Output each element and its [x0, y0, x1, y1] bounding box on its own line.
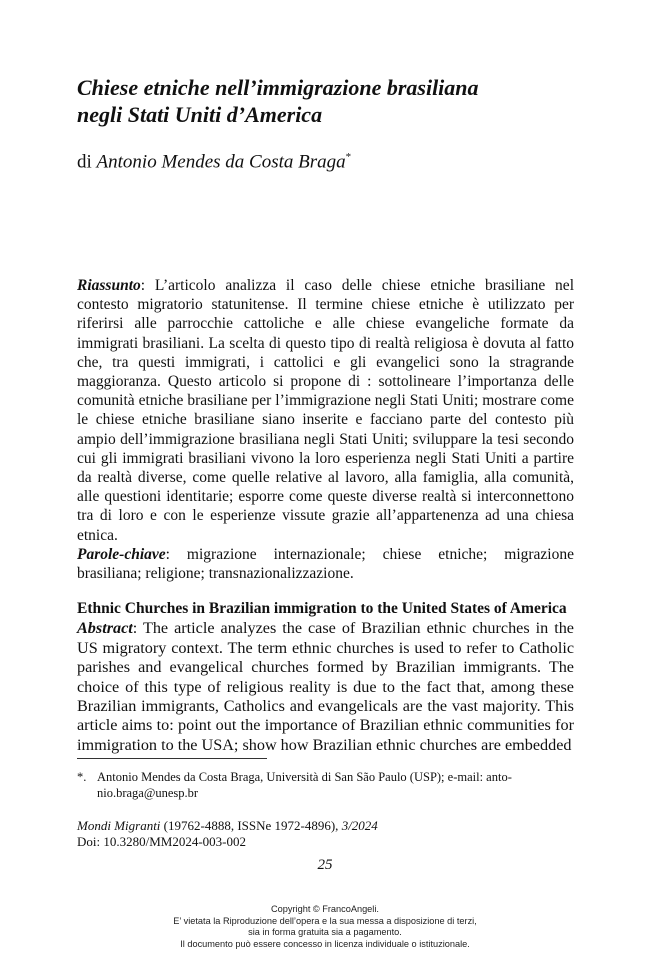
abstract-en-text: : The article analyzes the case of Brazilian ethnic churches in the US migratory context. The term ethnic churches is used to refer to Catholic parishes and evangelical churches formed by Brazilian immigrants. The choice of this type of religious reality is due to the fact that, among these Brazilian immigrants, Catholics and evangelicals are the vast majority. This article aims to: point out the importance of Brazilian ethnic communities for immigration to the USA; show how Brazilian ethnic churches are embedded: [77, 619, 574, 754]
abstract-italian: [77, 276, 574, 583]
page-number: 25: [317, 857, 333, 873]
copyright-line-1: Copyright © FrancoAngeli.: [271, 904, 379, 914]
author-prefix: di: [77, 151, 97, 173]
keywords-text: : migrazione internazionale; chiese etniche; migrazione brasiliana; religione; transnazionalizzazione.: [77, 545, 574, 583]
copyright-line-4: Il documento può essere concesso in licenza individuale o istituzionale.: [180, 938, 470, 949]
copyright-notice: [0, 904, 650, 950]
english-title: Ethnic Churches in Brazilian immigration to the United States of America: [77, 600, 567, 617]
article-title: [77, 74, 577, 128]
author-footnote-marker[interactable]: *: [345, 151, 352, 163]
journal-issn: (19762-4888, ISSNe 1972-4896),: [160, 818, 342, 833]
journal-doi[interactable]: Doi: 10.3280/MM2024-003-002: [77, 834, 246, 849]
footnote-marker: *.: [77, 770, 87, 784]
footnote-line-1: Antonio Mendes da Costa Braga, Università di San São Paulo (USP); e-mail: anto-: [97, 770, 512, 784]
footnote: [77, 769, 574, 801]
footnote-divider: [77, 758, 267, 759]
journal-info: [77, 818, 378, 850]
keywords-label: Parole-chiave: [77, 545, 166, 563]
journal-name: Mondi Migranti: [77, 818, 161, 833]
author-line: [77, 146, 351, 173]
abstract-en-label: Abstract: [77, 619, 133, 638]
title-line-2: negli Stati Uniti d’America: [77, 102, 323, 127]
abstract-english: [77, 599, 574, 755]
copyright-line-3: sia in forma gratuita sia a pagamento.: [248, 927, 402, 937]
copyright-line-2: E’ vietata la Riproduzione dell’opera e la sua messa a disposizione di terzi,: [173, 915, 477, 926]
title-line-1: Chiese etniche nell’immigrazione brasiliana: [77, 75, 479, 100]
journal-issue: 3/2024: [341, 818, 378, 833]
author-name: Antonio Mendes da Costa Braga: [96, 151, 346, 173]
abstract-it-text: : L’articolo analizza il caso delle chiese etniche brasiliane nel contesto migratorio statunitense. Il termine chiese etniche è utilizzato per riferirsi alle parrocchie cattoliche e alle chiese evangeliche formate da immigrati brasiliani. La scelta di questo tipo di realtà religiosa è dovuta al fatto che, tra questi immigrati, i cattolici e gli evangelici sono la stragrande maggioranza. Questo articolo si propone di : sottolineare l’importanza delle comunità etniche brasiliane per l’immigrazione negli Stati Uniti; mostrare come le chiese etniche brasiliane siano inserite e facciano parte del contesto più ampio dell’immigrazione brasiliana negli Stati Uniti; sviluppare la tesi secondo cui gli immigrati brasiliani vivono la loro esperienza negli Stati Uniti a partire da realtà diverse, come quelle relative al lavoro, alla famiglia, alla comunità, alle questioni identitarie; esporre come queste diverse realtà si interconnettono tra di loro e con le esperienze vissute grazie all’appartenenza ad una chiesa etnica.: [77, 277, 574, 544]
footnote-line-2[interactable]: nio.braga@unesp.br: [97, 786, 199, 800]
abstract-it-label: Riassunto: [77, 277, 141, 294]
